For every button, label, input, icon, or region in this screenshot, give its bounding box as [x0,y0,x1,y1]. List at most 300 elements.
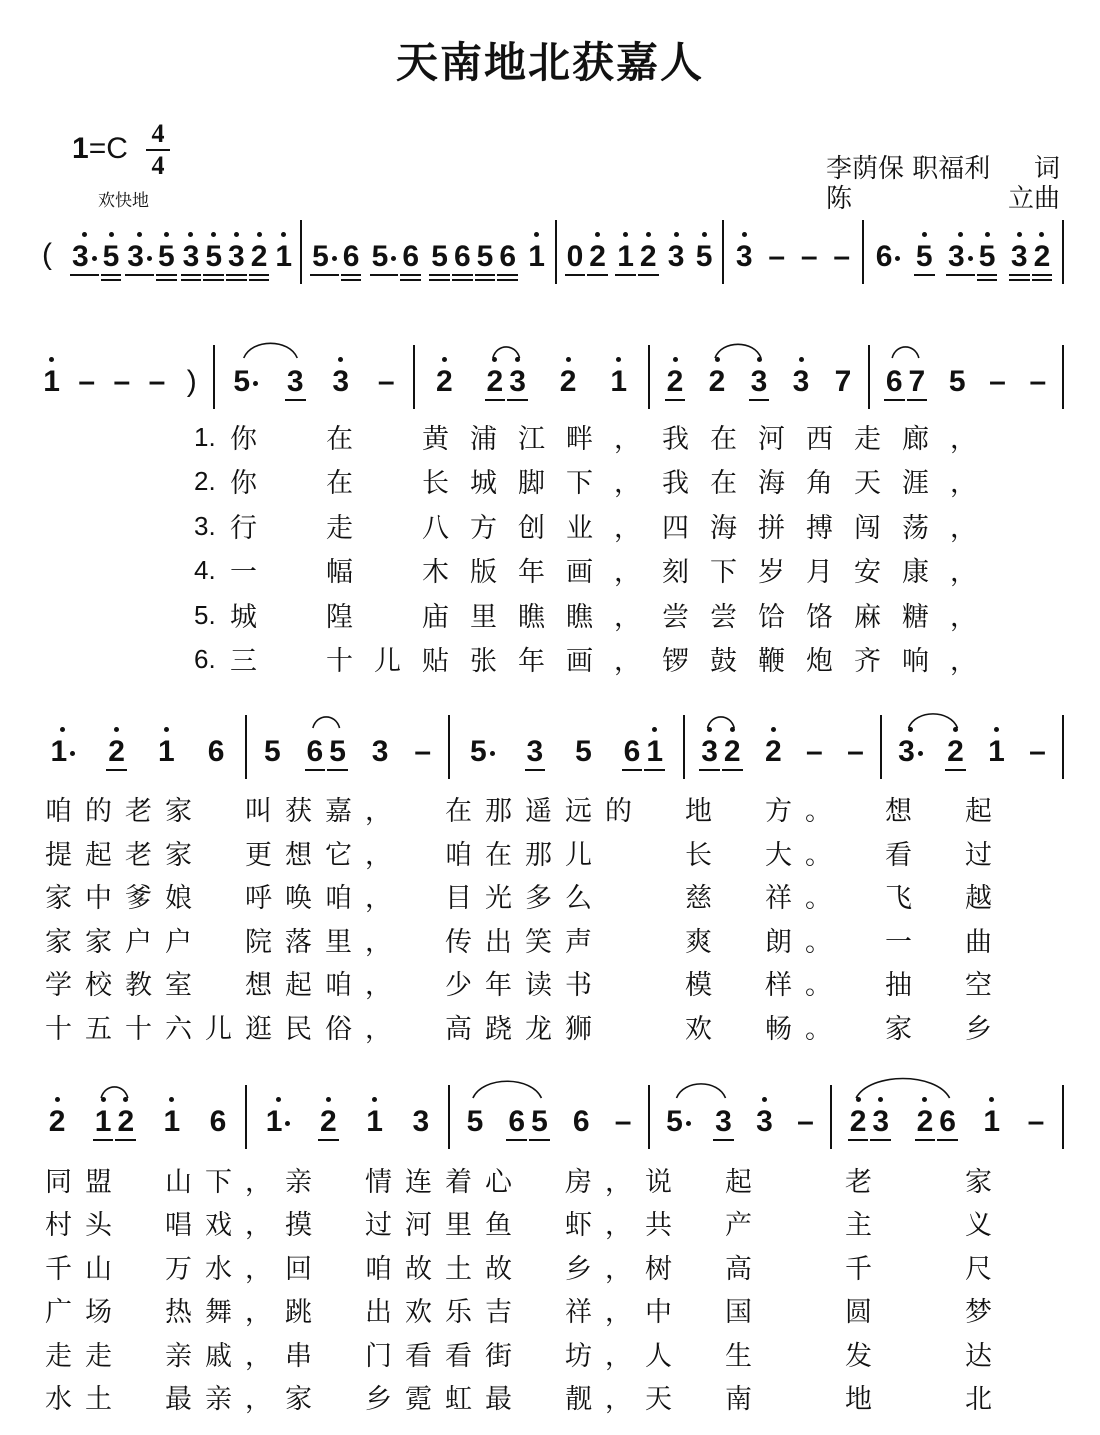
note: 3 [69,239,100,275]
lyric-syllable: 里 [325,926,352,958]
lyric-syllable: 村 [45,1210,72,1242]
lyric-syllable: 曲 [965,926,992,958]
high-octave-dot [908,727,913,732]
high-octave-dot [856,1097,861,1102]
lyric-syllable: 家 [285,1384,312,1415]
note: 5 [369,239,400,275]
note-group [913,239,936,275]
lyric-syllable: 海 [710,512,737,544]
duration-underline [305,769,326,771]
note: 3 [225,239,248,275]
lyric-syllable: 同 [45,1167,72,1198]
duration-underline [977,279,998,281]
lyric-syllable: 戏 [205,1210,232,1242]
barline [213,345,215,409]
lyric-syllable: 生 [725,1340,752,1372]
lyric-syllable: 在 [445,796,472,827]
duration-underline [497,279,518,281]
dash: – [797,1105,814,1138]
measure [454,727,679,777]
lyric-syllable: 家 [885,1014,912,1045]
high-octave-dot [953,727,958,732]
lyric-syllable [645,794,685,830]
duration-underline [452,274,473,276]
lyric-syllable [805,1208,845,1244]
note-group [410,1104,433,1140]
lyric-syllable: 天 [645,1384,672,1415]
lyric-syllable: 八 [422,512,449,544]
lyric-syllable: 家 [45,883,72,915]
lyric-syllable: 乐 [445,1297,472,1329]
note-group [161,1104,184,1140]
lyric-syllable: 糖 [902,601,929,633]
augmentation-dot [332,256,337,261]
note-group [181,364,203,400]
duration-underline [622,769,643,771]
lyric-syllable: ， [245,1167,272,1198]
lyric-syllable: 靓 [565,1384,592,1415]
lyric-syllable: 万 [165,1253,192,1285]
lyric-syllable: 龙 [525,1014,552,1045]
lyric-syllable [725,881,765,917]
lyric-syllable: 广 [45,1297,72,1329]
lyric-syllable [525,1165,565,1201]
note: 3 [124,239,155,275]
note-group [712,1104,735,1140]
note-group [505,1104,550,1140]
duration-underline [507,399,528,401]
verse-number: 2. [194,466,216,497]
note: 3 [412,1105,430,1138]
note-group [69,239,122,275]
dash: – [768,240,786,273]
note-group [564,239,609,275]
lyric-syllable: ， [605,1384,632,1415]
lyric-syllable: 看 [405,1340,432,1372]
barline [245,715,247,779]
lyric-syllable [125,1165,165,1201]
lyric-syllable: ， [950,646,977,677]
duration-underline [101,274,122,276]
lyric-syllable [525,1295,565,1331]
high-octave-dot [623,232,628,237]
measure [419,357,644,407]
note: 1 [980,1104,1003,1140]
duration-underline [945,769,966,771]
note: 3 [1008,239,1031,275]
note: 2 [557,364,580,400]
duration-underline [181,274,202,276]
lyric-syllable: 少 [445,970,472,1002]
high-octave-dot [1039,232,1044,237]
note: 5 [155,239,178,275]
lyric-syllable: 产 [725,1210,752,1242]
duration-underline [884,399,905,401]
lyric-syllable: 尺 [965,1253,992,1285]
lyric-syllable: 越 [965,883,992,915]
lyric-syllable [925,881,965,917]
note: 5 [100,239,123,275]
lyric-syllable: 起 [85,839,112,871]
note: 6 [496,239,519,275]
lyric-syllable: ， [614,557,641,589]
measure [654,1097,826,1147]
lyric-syllable: 齐 [854,646,881,677]
lyric-syllable: 贴 [422,646,449,677]
note: 3 [733,239,756,275]
lyric-line [45,925,1005,961]
barline [880,715,882,779]
note: 7 [834,365,852,398]
lyric-syllable: 它 [325,839,352,871]
note-group [663,1104,694,1140]
lyric-syllable [125,1382,165,1418]
lyric-syllable: 走 [854,424,881,455]
note: 1 [985,734,1008,770]
lyric-syllable [925,1252,965,1288]
duration-underline [203,279,224,281]
high-octave-dot [799,357,804,362]
note: 2 [914,1104,937,1140]
duration-underline [249,279,270,281]
lyric-syllable: 民 [285,1014,312,1045]
note-group [698,734,743,770]
lyric-syllable [278,600,326,636]
lyric-syllable: 月 [806,557,833,589]
duration-underline [1032,279,1053,281]
duration-underline [644,769,665,771]
high-octave-dot [958,232,963,237]
duration-underline [452,279,473,281]
lyric-syllable [845,838,885,874]
barline [648,345,650,409]
lyric-syllable: 想 [885,796,912,827]
lyric-syllable: 水 [45,1384,72,1415]
lyric-syllable [205,925,245,961]
note-group [180,239,271,275]
lyric-syllable: 亲 [165,1340,192,1372]
high-octave-dot [60,727,65,732]
note-group [40,364,63,400]
note: 1 [272,239,295,275]
measure [868,232,1058,282]
lyric-syllable [605,968,645,1004]
note-group [847,1104,892,1140]
lyric-syllable [845,794,885,830]
lyric-syllable: 抽 [885,970,912,1002]
lyric-syllable: 饹 [806,601,833,633]
lyric-syllable: 学 [45,970,72,1002]
lyric-syllable [925,1165,965,1201]
time-signature [146,120,170,180]
note-group [895,734,926,770]
lyric-syllable: 。 [805,839,832,871]
lyric-syllable [278,466,326,502]
high-octave-dot [281,232,286,237]
lyric-syllable [605,1012,645,1048]
composer-role: 立曲 [1007,184,1060,214]
measure [454,1097,644,1147]
lyric-syllable: 三 [230,646,257,677]
lyric-syllable: 山 [165,1167,192,1198]
measure [689,727,876,777]
note: 6 [505,1104,528,1140]
lyric-syllable [525,1252,565,1288]
high-octave-dot [566,357,571,362]
barline [1062,220,1064,284]
note-group [428,239,519,275]
barline [555,220,557,284]
lyric-syllable: 闯 [854,512,881,544]
lyric-syllable: 咱 [45,796,72,827]
lyric-syllable [325,1295,365,1331]
lyric-syllable: 土 [85,1384,112,1415]
dash: – [847,735,864,768]
lyric-syllable: ， [365,970,392,1002]
lyric-syllable: 我 [662,424,689,455]
lyric-syllable: 的 [85,796,112,827]
lyric-syllable: 门 [365,1340,392,1372]
lyric-syllable: ， [245,1253,272,1285]
lyricist-role: 词 [1033,154,1060,184]
note: 5 [913,239,936,275]
lyric-syllable: 年 [518,646,545,677]
lyric-syllable: 更 [245,839,272,871]
lyric-syllable: 义 [965,1210,992,1242]
lyric-syllable [645,881,685,917]
lyric-syllable [765,1252,805,1288]
lyric-syllable [605,925,645,961]
lyric-syllable: 咱 [445,839,472,871]
barline [830,1085,832,1149]
lyric-syllable: 吉 [485,1297,512,1329]
lyric-syllable [205,794,245,830]
note-group [467,734,498,770]
high-octave-dot [674,232,679,237]
note-group [75,364,98,400]
high-octave-dot [211,232,216,237]
lyric-syllable: 跷 [485,1014,512,1045]
note: 2 [1031,239,1054,275]
note: 3 [945,239,976,275]
high-octave-dot [878,1097,883,1102]
lyric-syllable: 康 [902,557,929,589]
lyric-syllable: 乡 [365,1384,392,1415]
lyric-syllable: 廊 [902,424,929,455]
duration-underline [318,1139,339,1141]
note: 2 [114,1104,137,1140]
duration-underline [115,1139,136,1141]
lyric-syllable: 涯 [902,468,929,500]
measure [34,727,241,777]
note: 2 [433,364,456,400]
high-octave-dot [492,357,497,362]
lyric-syllable [405,794,445,830]
lyric-syllable: ， [245,1210,272,1242]
high-octave-dot [101,1097,106,1102]
note: 6 [399,239,422,275]
lyric-syllable: 瞧 [518,601,545,633]
note-group [369,239,422,275]
note: 7 [906,364,929,400]
high-octave-dot [188,232,193,237]
note-group [914,1104,959,1140]
note-group [369,734,392,770]
dash: – [1029,735,1046,768]
note: 2 [664,364,687,400]
duration-underline [475,274,496,276]
duration-underline [699,769,720,771]
high-octave-dot [326,1097,331,1102]
lyric-syllable: ， [950,424,977,455]
high-octave-dot [757,357,762,362]
augmentation-dot [490,751,495,756]
lyric-syllable: 室 [165,970,192,1002]
lyric-syllable: 么 [565,883,592,915]
score-line [0,357,1100,417]
lyric-syllable: 故 [405,1253,432,1285]
lyric-syllable: 老 [845,1167,872,1198]
note: 2 [317,1104,340,1140]
lyric-syllable: ， [950,601,977,633]
lyric-syllable: 行 [230,512,257,544]
augmentation-dot [253,381,258,386]
lyric-syllable [725,925,765,961]
lyric-syllable: 在 [710,468,737,500]
duration-underline [565,274,586,276]
note-group [664,364,687,400]
lyric-syllable: ， [950,557,977,589]
note: 6 [572,1105,590,1138]
lyric-syllable [374,555,422,591]
note: 3 [698,734,721,770]
note-group [1025,1104,1048,1140]
note: 5 [474,239,497,275]
note: 1 [48,734,79,770]
lyric-syllable: 俗 [325,1014,352,1045]
duration-underline [525,769,546,771]
lyric-line [45,1165,1005,1201]
note-group [946,364,969,400]
duration-underline [914,274,935,276]
lyric-syllable: 走 [45,1340,72,1372]
note-group [883,364,928,400]
lyric-syllable: 尝 [710,601,737,633]
lyric-syllable: 头 [85,1210,112,1242]
note-group [753,1104,776,1140]
note: 6 [873,239,904,275]
lyric-syllable: 串 [285,1340,312,1372]
lyric-syllable: 你 [230,468,257,500]
lyric-syllable: 达 [965,1340,992,1372]
lyric-line [194,555,998,591]
lyric-syllable: 走 [326,512,353,544]
lyric-syllable: 落 [285,926,312,958]
lyric-syllable: 走 [85,1340,112,1372]
lyric-syllable [885,1208,925,1244]
dash: – [377,365,395,398]
lyric-line [45,1295,1005,1331]
duration-underline [429,279,450,281]
augmentation-dot [895,256,900,261]
high-octave-dot [338,357,343,362]
lyric-syllable: ， [245,1340,272,1372]
lyric-syllable [765,1382,805,1418]
note: 5 [309,239,340,275]
lyric-syllable: 炮 [806,646,833,677]
note: 6 [340,239,363,275]
duration-underline [106,769,127,771]
lyric-syllable: 提 [45,839,72,871]
lyric-syllable: 起 [965,796,992,827]
measure [34,357,209,407]
composer-name: 陈 [826,184,853,214]
lyric-syllable: 读 [525,970,552,1002]
duration-underline [1009,274,1030,276]
note: 5 [663,1104,694,1140]
lyric-syllable: 鼓 [710,646,737,677]
lyric-syllable: 起 [285,970,312,1002]
note-group [105,734,128,770]
lyric-syllable: ， [605,1340,632,1372]
note-group [1008,239,1053,275]
note-group [284,364,307,400]
note: 6 [621,734,644,770]
lyric-syllable: 方 [470,512,497,544]
measure [251,727,444,777]
lyric-syllable: 起 [725,1167,752,1198]
lyric-syllable: 说 [645,1167,672,1198]
key-one: 1 [72,132,89,165]
note-group [309,239,362,275]
lyric-syllable: 乡 [965,1014,992,1045]
lyric-syllable: 唤 [285,883,312,915]
lyric-syllable: 亲 [285,1167,312,1198]
measure [306,232,551,282]
lyric-syllable: 在 [710,424,737,455]
high-octave-dot [372,1097,377,1102]
lyric-syllable: 空 [965,970,992,1002]
note-group [272,239,295,275]
lyric-syllable: 中 [645,1297,672,1329]
note: 6 [207,735,225,768]
lyric-syllable [405,1012,445,1048]
note: 5 [326,734,349,770]
lyric-syllable: 儿 [565,839,592,871]
high-octave-dot [137,232,142,237]
lyric-syllable: 城 [470,468,497,500]
lyric-syllable [685,1252,725,1288]
lyric-syllable: 搏 [806,512,833,544]
note: 0 [564,239,587,275]
lyric-syllable: 房 [565,1167,592,1198]
note: 1 [161,1104,184,1140]
note: 1 [363,1104,386,1140]
note-group [985,734,1008,770]
note-group [1026,364,1049,400]
lyric-syllable: 水 [205,1253,232,1285]
dash: – [1027,1105,1045,1138]
measure [836,1097,1058,1147]
note: 3 [180,239,203,275]
lyric-syllable: ， [245,1384,272,1415]
lyric-syllable [374,422,422,458]
lyric-syllable: 爽 [685,926,712,958]
lyric-syllable: 出 [485,926,512,958]
lyric-syllable: 中 [85,883,112,915]
lyric-syllable: 欢 [405,1297,432,1329]
lyric-syllable [645,925,685,961]
